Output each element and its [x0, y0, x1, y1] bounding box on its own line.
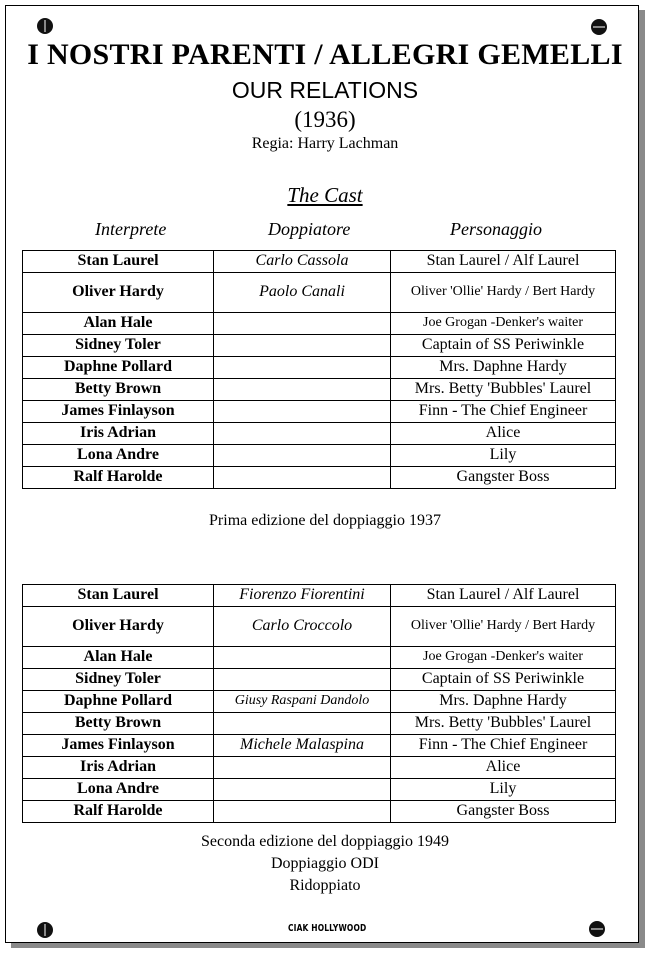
table-row [23, 401, 616, 423]
table-row [23, 691, 616, 713]
actor-cell: Alan Hale [23, 647, 214, 669]
page-title: I NOSTRI PARENTI / ALLEGRI GEMELLI [27, 38, 623, 71]
voice-cell: Fiorenzo Fiorentini [214, 585, 391, 607]
actor-cell: Lona Andre [23, 445, 214, 467]
role-cell: Gangster Boss [391, 467, 616, 489]
voice-cell [214, 379, 391, 401]
column-header-personaggio: Personaggio [450, 219, 542, 239]
table-row [23, 779, 616, 801]
role-cell: Gangster Boss [391, 801, 616, 823]
actor-cell: Alan Hale [23, 313, 214, 335]
cast-heading: The Cast [287, 183, 363, 207]
voice-cell [214, 669, 391, 691]
column-header-doppiatore: Doppiatore [268, 219, 351, 239]
release-year: (1936) [294, 107, 356, 132]
voice-cell [214, 335, 391, 357]
dubbing-studio: Doppiaggio ODI [271, 855, 379, 872]
voice-cell [214, 757, 391, 779]
voice-cell: Paolo Canali [214, 273, 391, 313]
actor-cell: Sidney Toler [23, 335, 214, 357]
actor-cell: Daphne Pollard [23, 691, 214, 713]
role-cell: Mrs. Betty 'Bubbles' Laurel [391, 713, 616, 735]
actor-cell: Sidney Toler [23, 669, 214, 691]
table-row [23, 379, 616, 401]
role-cell: Finn - The Chief Engineer [391, 735, 616, 757]
screw-icon [589, 921, 605, 937]
role-cell: Captain of SS Periwinkle [391, 669, 616, 691]
table-row [23, 467, 616, 489]
voice-cell: Michele Malaspina [214, 735, 391, 757]
table-row [23, 313, 616, 335]
role-cell: Mrs. Betty 'Bubbles' Laurel [391, 379, 616, 401]
voice-cell [214, 423, 391, 445]
original-title: OUR RELATIONS [231, 77, 419, 103]
table-row [23, 335, 616, 357]
table-row [23, 585, 616, 607]
second-edition-caption: Seconda edizione del doppiaggio 1949 [201, 833, 449, 850]
role-cell: Finn - The Chief Engineer [391, 401, 616, 423]
actor-cell: Oliver Hardy [23, 607, 214, 647]
table-row [23, 357, 616, 379]
column-header-interprete: Interprete [95, 219, 167, 239]
voice-cell [214, 647, 391, 669]
voice-cell [214, 445, 391, 467]
actor-cell: Ralf Harolde [23, 801, 214, 823]
voice-cell [214, 401, 391, 423]
role-cell: Mrs. Daphne Hardy [391, 691, 616, 713]
role-cell: Captain of SS Periwinkle [391, 335, 616, 357]
table-row [23, 607, 616, 647]
role-cell: Lily [391, 779, 616, 801]
cast-table-first-edition [22, 250, 616, 489]
actor-cell: Iris Adrian [23, 757, 214, 779]
actor-cell: Daphne Pollard [23, 357, 214, 379]
screw-icon [37, 18, 53, 34]
table-row [23, 423, 616, 445]
actor-cell: Betty Brown [23, 379, 214, 401]
voice-cell: Giusy Raspani Dandolo [214, 691, 391, 713]
table-row [23, 669, 616, 691]
director-credit: Regia: Harry Lachman [251, 135, 399, 152]
table-row [23, 801, 616, 823]
voice-cell [214, 713, 391, 735]
role-cell: Oliver 'Ollie' Hardy / Bert Hardy [391, 273, 616, 313]
role-cell: Stan Laurel / Alf Laurel [391, 585, 616, 607]
role-cell: Oliver 'Ollie' Hardy / Bert Hardy [391, 607, 616, 647]
table-row [23, 713, 616, 735]
actor-cell: Oliver Hardy [23, 273, 214, 313]
table-row [23, 735, 616, 757]
voice-cell: Carlo Croccolo [214, 607, 391, 647]
voice-cell [214, 313, 391, 335]
voice-cell [214, 357, 391, 379]
cast-table-second-edition [22, 584, 616, 823]
voice-cell [214, 801, 391, 823]
actor-cell: Stan Laurel [23, 585, 214, 607]
ciak-hollywood-logo: CIAK HOLLYWOOD [288, 923, 367, 934]
actor-cell: Stan Laurel [23, 251, 214, 273]
role-cell: Stan Laurel / Alf Laurel [391, 251, 616, 273]
role-cell: Alice [391, 757, 616, 779]
table-row [23, 273, 616, 313]
screw-icon [37, 922, 53, 938]
role-cell: Mrs. Daphne Hardy [391, 357, 616, 379]
actor-cell: Betty Brown [23, 713, 214, 735]
voice-cell [214, 779, 391, 801]
actor-cell: James Finlayson [23, 735, 214, 757]
actor-cell: James Finlayson [23, 401, 214, 423]
actor-cell: Ralf Harolde [23, 467, 214, 489]
first-edition-caption: Prima edizione del doppiaggio 1937 [209, 512, 441, 529]
screw-icon [591, 19, 607, 35]
role-cell: Lily [391, 445, 616, 467]
redub-note: Ridoppiato [289, 877, 361, 894]
actor-cell: Iris Adrian [23, 423, 214, 445]
role-cell: Joe Grogan -Denker's waiter [391, 647, 616, 669]
table-row [23, 757, 616, 779]
voice-cell: Carlo Cassola [214, 251, 391, 273]
table-row [23, 647, 616, 669]
voice-cell [214, 467, 391, 489]
table-row [23, 445, 616, 467]
role-cell: Alice [391, 423, 616, 445]
actor-cell: Lona Andre [23, 779, 214, 801]
role-cell: Joe Grogan -Denker's waiter [391, 313, 616, 335]
table-row [23, 251, 616, 273]
